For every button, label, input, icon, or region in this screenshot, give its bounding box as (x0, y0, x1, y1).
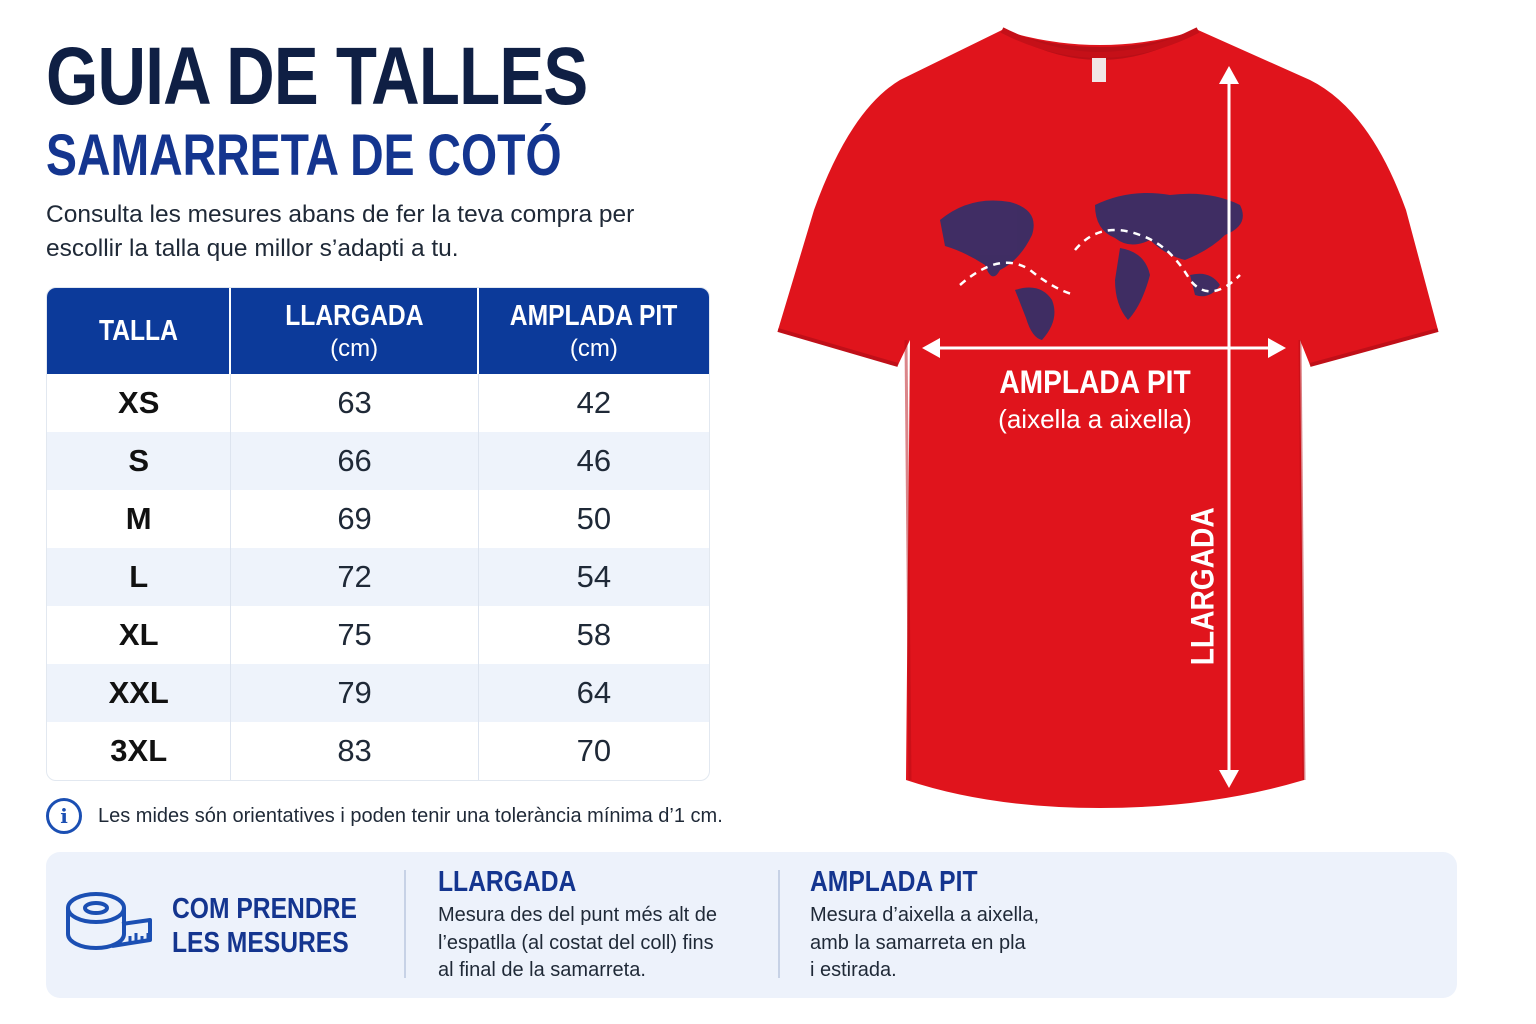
table-row (47, 606, 709, 664)
header-label: LLARGADA (284, 299, 424, 332)
cell-width: 42 (576, 385, 612, 420)
intro-line: Consulta les mesures abans de fer la teva compra per (46, 201, 635, 228)
info-icon: i (46, 798, 82, 834)
cell-width: 70 (576, 733, 612, 768)
table-row (47, 664, 709, 722)
note-text: Les mides són orientatives i poden tenir una tolerància mínima d’1 cm. (98, 804, 723, 827)
page-subtitle: SAMARRETA DE COTÓ (46, 123, 562, 188)
cell-width: 64 (576, 675, 612, 710)
cell-length: 72 (231, 548, 478, 606)
table-row (47, 490, 709, 548)
cell-size: 3XL (47, 722, 231, 780)
table-row (47, 548, 709, 606)
size-table (46, 287, 710, 781)
table-body (47, 374, 709, 780)
header-width (479, 288, 709, 374)
chest-width-label: AMPLADA PIT (999, 364, 1191, 400)
header-unit: (cm) (569, 334, 618, 362)
header-size (47, 288, 231, 374)
width-title: AMPLADA PIT (810, 866, 978, 898)
table-row (47, 722, 709, 780)
cell-size: XS (47, 374, 231, 432)
length-title: LLARGADA (438, 866, 577, 898)
text-line: amb la samarreta en pla (810, 931, 1026, 954)
measuring-tape-icon (64, 886, 154, 960)
header-length (231, 288, 478, 374)
cell-width: 54 (576, 559, 612, 594)
width-description (810, 902, 1039, 985)
chest-width-sublabel: (aixella a aixella) (998, 404, 1192, 434)
text-line: Mesura des del punt més alt de (438, 904, 718, 926)
cell-length: 66 (231, 432, 478, 490)
how-to-title-line: LES MESURES (172, 927, 349, 959)
page-title: GUIA DE TALLES (46, 31, 588, 122)
table-row (47, 374, 709, 432)
intro-line: escollir la talla que millor s’adapti a tu. (46, 235, 459, 262)
header-unit: (cm) (330, 334, 379, 362)
cell-size: XL (47, 606, 231, 664)
intro-text (46, 198, 746, 266)
how-to-title (172, 892, 357, 960)
cell-length: 69 (231, 490, 478, 548)
divider (404, 870, 406, 978)
cell-size: L (47, 548, 231, 606)
cell-size: S (47, 432, 231, 490)
header-label: AMPLADA PIT (510, 299, 678, 332)
text-line: al final de la samarreta. (438, 959, 646, 981)
cell-width: 46 (576, 443, 612, 478)
brand-tag (1092, 58, 1106, 82)
length-label: LLARGADA (1184, 507, 1221, 666)
text-line: Mesura d’aixella a aixella, (810, 904, 1040, 926)
text-line: l’espatlla (al costat del coll) fins (438, 931, 714, 954)
cell-size: XXL (47, 664, 231, 722)
tolerance-note (46, 798, 723, 834)
length-description (438, 902, 717, 985)
how-to-measure-panel (46, 852, 1457, 998)
cell-length: 83 (231, 722, 478, 780)
cell-length: 63 (231, 374, 478, 432)
table-header (47, 288, 709, 374)
header-label: TALLA (98, 314, 178, 347)
how-to-title-line: COM PRENDRE (172, 893, 357, 925)
cell-width: 58 (576, 617, 612, 652)
cell-length: 75 (231, 606, 478, 664)
cell-length: 79 (231, 664, 478, 722)
text-line: i estirada. (810, 959, 897, 981)
cell-size: M (47, 490, 231, 548)
divider (778, 870, 780, 978)
cell-width: 50 (576, 501, 612, 536)
table-row (47, 432, 709, 490)
